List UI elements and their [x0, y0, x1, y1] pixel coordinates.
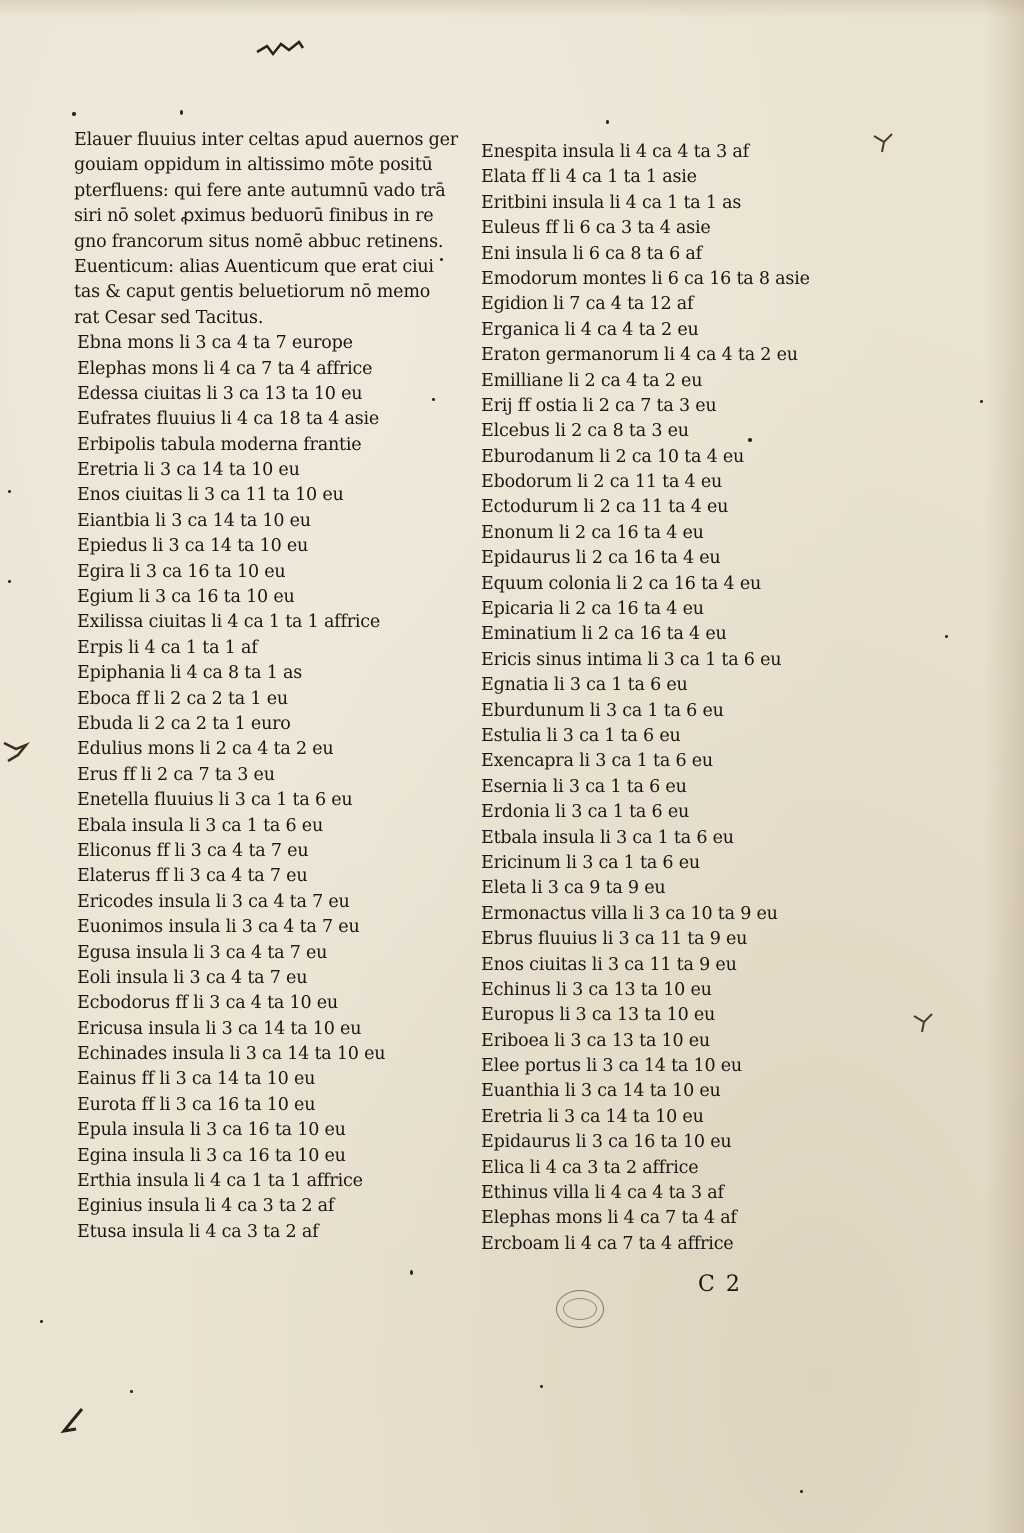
right-column-line: Eriboea li 3 ca 13 ta 10 eu	[481, 1030, 710, 1051]
right-column-line: Ermonactus villa li 3 ca 10 ta 9 eu	[481, 903, 778, 924]
library-stamp	[556, 1290, 604, 1328]
left-column-line: Eiantbia li 3 ca 14 ta 10 eu	[77, 510, 311, 531]
left-column-line: Epiphania li 4 ca 8 ta 1 as	[77, 663, 303, 684]
paper-speck	[8, 490, 11, 493]
right-column-line: Elephas mons li 4 ca 7 ta 4 af	[481, 1208, 737, 1229]
left-column-line: Egira li 3 ca 16 ta 10 eu	[77, 561, 286, 582]
left-column-line: Eufrates fluuius li 4 ca 18 ta 4 asie	[77, 409, 380, 430]
left-column-line: Edessa ciuitas li 3 ca 13 ta 10 eu	[77, 383, 363, 404]
left-column-line: Euonimos insula li 3 ca 4 ta 7 eu	[77, 917, 360, 938]
left-column-line: Echinades insula li 3 ca 14 ta 10 eu	[77, 1044, 386, 1065]
left-column-line: Eginius insula li 4 ca 3 ta 2 af	[77, 1196, 335, 1217]
left-column-line: Eurota ff li 3 ca 16 ta 10 eu	[77, 1094, 316, 1115]
left-column-line: Egina insula li 3 ca 16 ta 10 eu	[77, 1145, 346, 1166]
right-column-line: Emodorum montes li 6 ca 16 ta 8 asie	[481, 268, 810, 289]
right-column-line: Egnatia li 3 ca 1 ta 6 eu	[481, 675, 688, 696]
left-column-line: Ebala insula li 3 ca 1 ta 6 eu	[77, 815, 324, 836]
right-column-line: Ebrus fluuius li 3 ca 11 ta 9 eu	[481, 929, 748, 950]
right-column-line: Egidion li 7 ca 4 ta 12 af	[481, 294, 694, 315]
right-column-line: Echinus li 3 ca 13 ta 10 eu	[481, 979, 712, 1000]
left-column-line: Elephas mons li 4 ca 7 ta 4 affrice	[77, 358, 373, 379]
paper-speck	[410, 1270, 413, 1275]
library-stamp-inner	[563, 1298, 597, 1320]
left-column-line: Enetella fluuius li 3 ca 1 ta 6 eu	[77, 790, 353, 811]
right-column-line: Eni insula li 6 ca 8 ta 6 af	[481, 243, 702, 264]
ink-blot-mark	[255, 38, 305, 64]
left-column-line: Ebuda li 2 ca 2 ta 1 euro	[77, 713, 291, 734]
right-column-line: Elee portus li 3 ca 14 ta 10 eu	[481, 1056, 742, 1077]
left-column-line: Etusa insula li 4 ca 3 ta 2 af	[77, 1221, 319, 1242]
paper-speck	[8, 580, 11, 583]
left-column-line: Erbipolis tabula moderna frantie	[77, 434, 362, 455]
right-column-line: Ericis sinus intima li 3 ca 1 ta 6 eu	[481, 649, 782, 670]
right-column-line: Etbala insula li 3 ca 1 ta 6 eu	[481, 827, 734, 848]
left-column-line: Euenticum: alias Auenticum que erat ciui	[74, 256, 434, 277]
paper-speck	[540, 1385, 543, 1388]
right-column-line: Emilliane li 2 ca 4 ta 2 eu	[481, 370, 703, 391]
right-column-line: Equum colonia li 2 ca 16 ta 4 eu	[481, 573, 762, 594]
left-column-line: Egusa insula li 3 ca 4 ta 7 eu	[77, 942, 328, 963]
right-column-line: Eburdunum li 3 ca 1 ta 6 eu	[481, 700, 724, 721]
left-column-line: Elaterus ff li 3 ca 4 ta 7 eu	[77, 866, 308, 887]
right-text-column	[478, 140, 810, 1257]
paper-speck	[945, 635, 948, 638]
paper-speck	[130, 1390, 133, 1393]
right-column-line: Ectodurum li 2 ca 11 ta 4 eu	[481, 497, 729, 518]
page-top-shadow	[0, 0, 1024, 18]
right-column-line: Europus li 3 ca 13 ta 10 eu	[481, 1005, 716, 1026]
right-column-line: Ebodorum li 2 ca 11 ta 4 eu	[481, 472, 723, 493]
right-column-line: Enos ciuitas li 3 ca 11 ta 9 eu	[481, 954, 737, 975]
right-column-line: Eretria li 3 ca 14 ta 10 eu	[481, 1106, 704, 1127]
paper-speck	[606, 120, 609, 124]
right-column-line: Eritbini insula li 4 ca 1 ta 1 as	[481, 192, 742, 213]
left-column-line: Enos ciuitas li 3 ca 11 ta 10 eu	[77, 485, 344, 506]
left-column-line: Epiedus li 3 ca 14 ta 10 eu	[77, 536, 309, 557]
ink-blot-mark	[870, 130, 896, 156]
paper-speck	[40, 1320, 43, 1323]
ink-blot-mark	[60, 1405, 90, 1435]
right-column-line: Erganica li 4 ca 4 ta 2 eu	[481, 319, 699, 340]
left-column-line: Ericodes insula li 3 ca 4 ta 7 eu	[77, 891, 350, 912]
left-column-line: Erpis li 4 ca 1 ta 1 af	[77, 637, 258, 658]
right-column-line: Ethinus villa li 4 ca 4 ta 3 af	[481, 1183, 724, 1204]
page-edge-shadow	[984, 0, 1024, 1533]
right-column-line: Euleus ff li 6 ca 3 ta 4 asie	[481, 218, 711, 239]
left-column-line: Eretria li 3 ca 14 ta 10 eu	[77, 460, 300, 481]
paper-speck	[72, 112, 76, 116]
left-column-line: Exilissa ciuitas li 4 ca 1 ta 1 affrice	[77, 612, 381, 633]
right-column-line: Eburodanum li 2 ca 10 ta 4 eu	[481, 446, 745, 467]
right-column-line: Erdonia li 3 ca 1 ta 6 eu	[481, 802, 690, 823]
left-column-line: gno francorum situs nomē abbuc retinens.	[74, 231, 444, 252]
right-column-line: Elcebus li 2 ca 8 ta 3 eu	[481, 421, 689, 442]
paper-speck	[180, 110, 183, 115]
right-column-line: Epidaurus li 3 ca 16 ta 10 eu	[481, 1132, 732, 1153]
left-column-line: Ericusa insula li 3 ca 14 ta 10 eu	[77, 1018, 362, 1039]
right-column-line: Eleta li 3 ca 9 ta 9 eu	[481, 878, 666, 899]
ink-blot-mark	[910, 1010, 936, 1036]
paper-speck	[432, 398, 435, 401]
left-column-line: Elauer fluuius inter celtas apud auernos ger	[74, 130, 458, 150]
right-column-line: Elica li 4 ca 3 ta 2 affrice	[481, 1157, 699, 1178]
left-column-line: Eainus ff li 3 ca 14 ta 10 eu	[77, 1069, 316, 1090]
right-column-line: Enespita insula li 4 ca 4 ta 3 af	[481, 142, 749, 162]
left-column-line: siri nō solet ꝓximus beduorū finibus in re	[74, 206, 434, 227]
paper-speck	[800, 1490, 803, 1493]
ink-blot-mark	[0, 735, 30, 765]
right-column-line: Eminatium li 2 ca 16 ta 4 eu	[481, 624, 727, 645]
left-column-line: Eliconus ff li 3 ca 4 ta 7 eu	[77, 840, 309, 861]
left-column-line: Ecbodorus ff li 3 ca 4 ta 10 eu	[77, 993, 338, 1014]
left-column-line: Eboca ff li 2 ca 2 ta 1 eu	[77, 688, 288, 709]
right-column-line: Ercboam li 4 ca 7 ta 4 affrice	[481, 1233, 734, 1254]
left-column-line: Egium li 3 ca 16 ta 10 eu	[77, 587, 295, 608]
left-column-line: tas & caput gentis beluetiorum nō memo	[74, 282, 431, 303]
signature-mark: C 2	[698, 1272, 742, 1297]
left-column-line: Epula insula li 3 ca 16 ta 10 eu	[77, 1120, 346, 1141]
paper-speck	[980, 400, 983, 403]
right-column-line: Eraton germanorum li 4 ca 4 ta 2 eu	[481, 345, 798, 366]
paper-speck	[748, 438, 752, 442]
right-column-line: Enonum li 2 ca 16 ta 4 eu	[481, 522, 704, 543]
left-column-line: pterfluens: qui fere ante autumnū vado trā	[74, 180, 446, 201]
right-column-line: Exencapra li 3 ca 1 ta 6 eu	[481, 751, 713, 772]
right-column-line: Erij ff ostia li 2 ca 7 ta 3 eu	[481, 395, 717, 416]
right-column-line: Estulia li 3 ca 1 ta 6 eu	[481, 725, 681, 746]
right-column-line: Euanthia li 3 ca 14 ta 10 eu	[481, 1081, 721, 1102]
left-column-line: gouiam oppidum in altissimo mōte positū	[74, 155, 433, 176]
left-column-line: Erus ff li 2 ca 7 ta 3 eu	[77, 764, 275, 785]
right-column-line: Esernia li 3 ca 1 ta 6 eu	[481, 776, 687, 797]
left-column-line: rat Cesar sed Tacitus.	[74, 307, 264, 328]
right-column-line: Epicaria li 2 ca 16 ta 4 eu	[481, 599, 704, 620]
left-column-line: Edulius mons li 2 ca 4 ta 2 eu	[77, 739, 334, 760]
left-column-line: Ebna mons li 3 ca 4 ta 7 europe	[77, 333, 353, 354]
paper-speck	[440, 258, 443, 261]
left-text-column	[74, 128, 458, 1245]
right-column-line: Epidaurus li 2 ca 16 ta 4 eu	[481, 548, 721, 569]
right-column-line: Elata ff li 4 ca 1 ta 1 asie	[481, 167, 697, 188]
right-column-line: Ericinum li 3 ca 1 ta 6 eu	[481, 852, 700, 873]
left-column-line: Erthia insula li 4 ca 1 ta 1 affrice	[77, 1171, 363, 1192]
left-column-line: Eoli insula li 3 ca 4 ta 7 eu	[77, 967, 308, 988]
